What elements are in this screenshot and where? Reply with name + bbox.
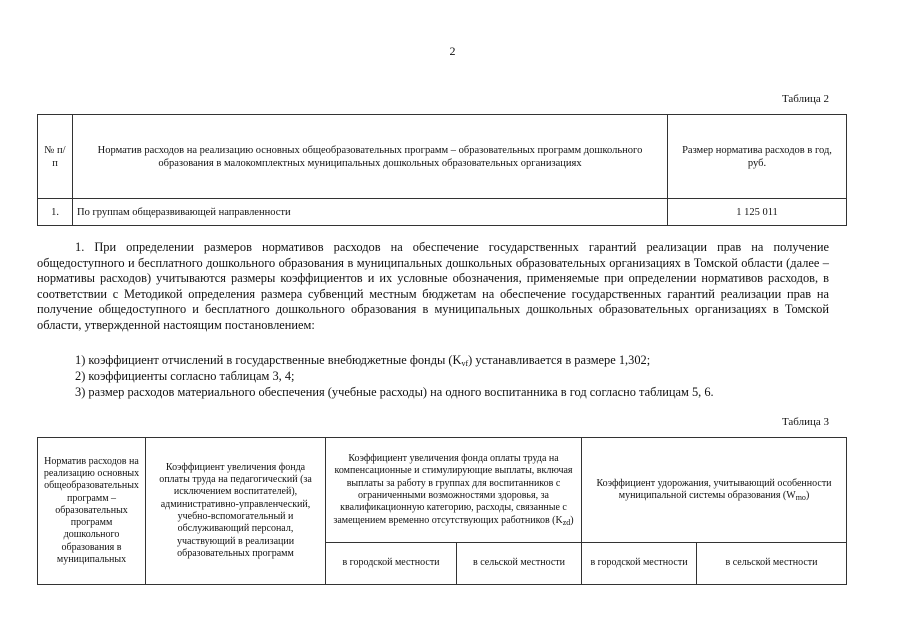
table3-header-row <box>38 438 847 543</box>
table3-col1: Норматив расходов на реализацию основных общеобразовательных программ – образовательных программ дошкольного образования в муниципальных <box>38 438 146 585</box>
table2-header-num: № п/п <box>38 115 73 199</box>
list-item-2: 2) коэффициенты согласно таблицам 3, 4; <box>75 369 295 383</box>
table2-row-value: 1 125 011 <box>668 199 847 226</box>
table-row <box>38 199 847 226</box>
table2 <box>37 114 847 226</box>
table2-header-norm: Норматив расходов на реализацию основных общеобразовательных программ – образовательных программ дошкольного образования в малокомплектных муниципальных дошкольных образовательных организациях <box>73 115 668 199</box>
table2-row-label: По группам общеразвивающей направленности <box>73 199 668 226</box>
table3-sub-rural: в сельской местности <box>457 543 582 585</box>
page-number: 2 <box>449 44 456 58</box>
table3-caption: Таблица 3 <box>781 416 829 428</box>
table2-caption: Таблица 2 <box>781 93 829 105</box>
list-item-1: 1) коэффициент отчислений в государственные внебюджетные фонды $(K_{vf})$ устанавливается в размере 1,302; <box>75 353 651 368</box>
table3-col3: Коэффициент увеличения фонда оплаты труда на компенсационные и стимулирующие выплаты, включая выплаты за работу в группах для воспитанников с ограниченными возможностями здоровья, за квалификационную категорию, расходы, связанные с замещением временно отсутствующих работников $(K_{zd})$ <box>326 438 582 543</box>
table3-sub-rural2: в сельской местности <box>697 543 847 585</box>
table2-header-row <box>38 115 847 199</box>
table3 <box>37 437 847 585</box>
table3-col2: Коэффициент увеличения фонда оплаты труда на педагогический (за исключением воспитателей), административно-управленческий, учебно-вспомогательный и обслуживающий персонал, участвующий в реализации образовательных программ <box>146 438 326 585</box>
table3-sub-city: в городской местности <box>326 543 457 585</box>
table3-col4: Коэффициент удорожания, учитывающий особенности муниципальной системы образования $(W_{mo})$ <box>582 438 847 543</box>
table2-row-num: 1. <box>38 199 73 226</box>
list-item-3: 3) размер расходов материального обеспечения (учебные расходы) на одного воспитанника в год согласно таблицам 5, 6. <box>75 385 714 399</box>
table3-sub-city2: в городской местности <box>582 543 697 585</box>
table2-header-size: Размер норматива расходов в год, руб. <box>668 115 847 199</box>
paragraph-1: 1. При определении размеров нормативов расходов на обеспечение государственных гарантий реализации прав на получение общедоступного и бесплатного дошкольного образования в муниципальных дошкольных образовательных организациях в Томской области (далее – нормативы расходов) учитываются размеры коэффициентов и их условные обозначения, применяемые при определении нормативов расходов, в соответствии с Методикой определения размера субвенций местным бюджетам на обеспечение государственных гарантий реализации прав на получение общедоступного и бесплатного дошкольного образования в муниципальных дошкольных образовательных организациях в Томской области, утвержденной настоящим постановлением: <box>37 240 829 332</box>
